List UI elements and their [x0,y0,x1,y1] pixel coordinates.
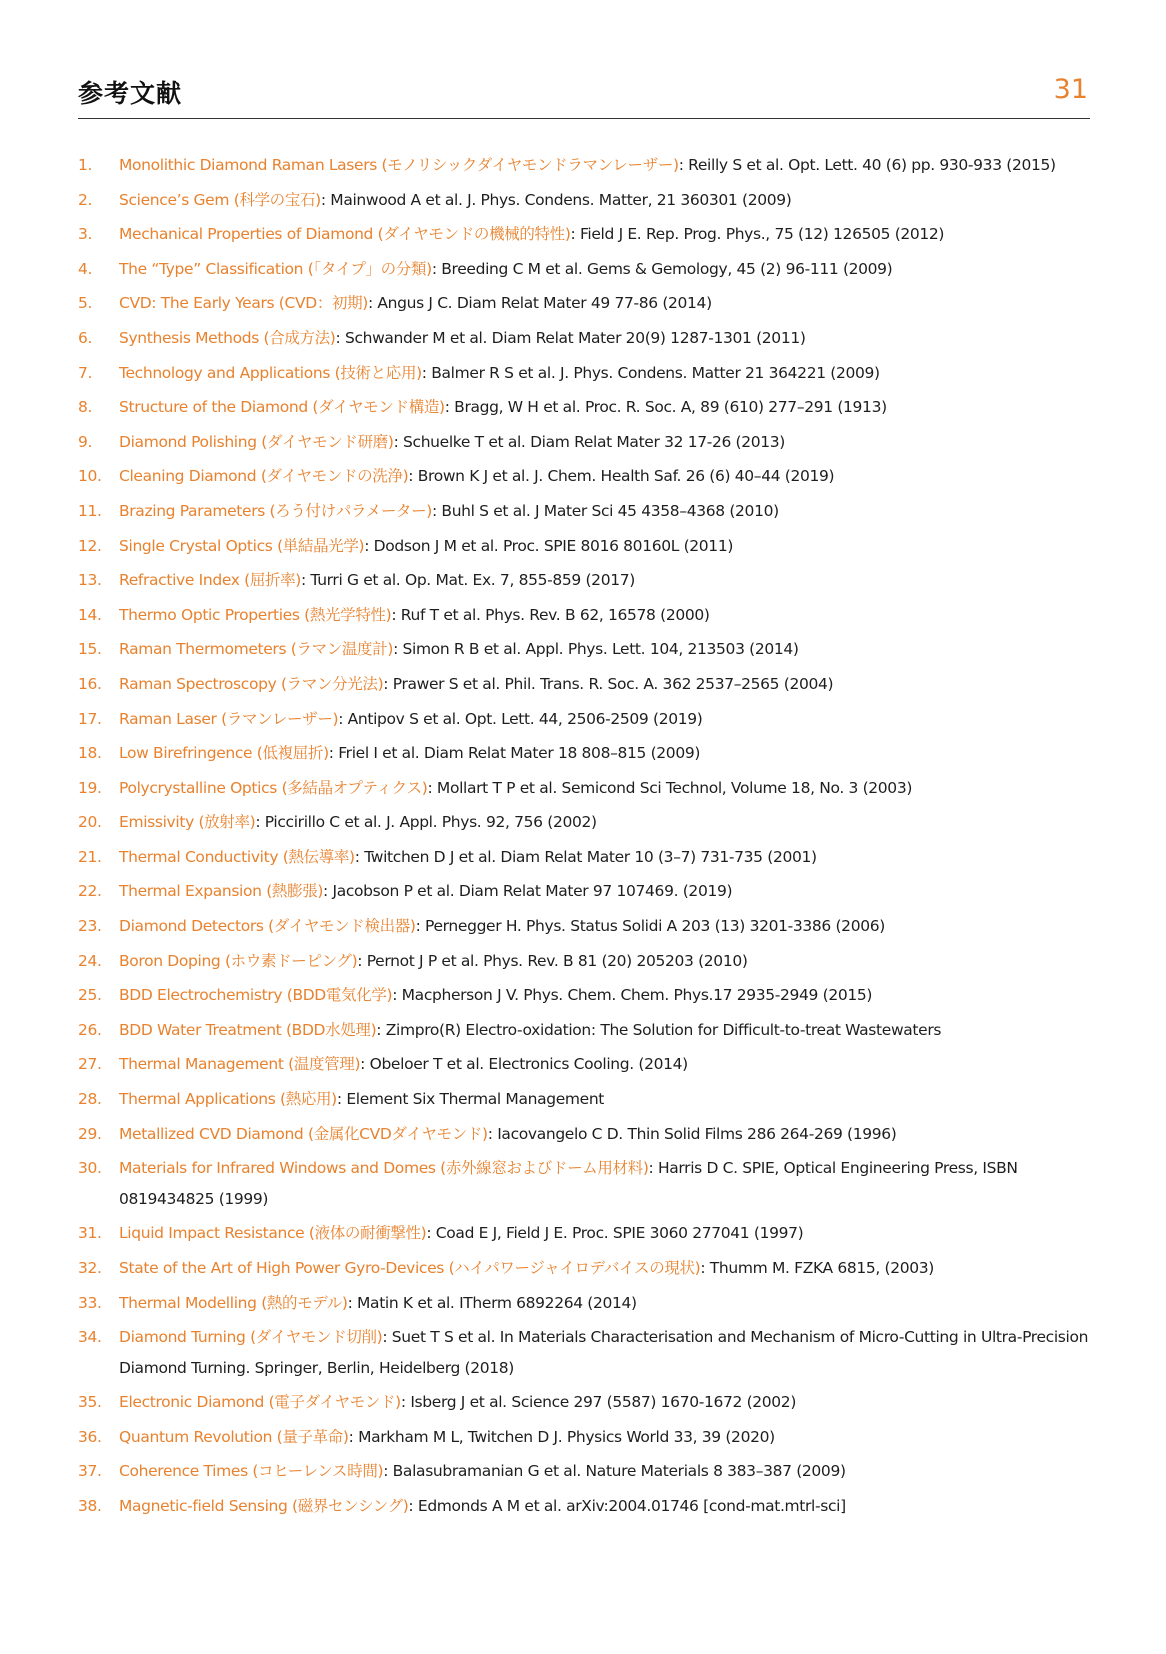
reference-topic-link[interactable]: Magnetic-field Sensing (磁界センシング) [119,1496,409,1515]
reference-citation: : Coad E J, Field J E. Proc. SPIE 3060 277041 (1997) [426,1224,804,1243]
reference-item [78,1456,1090,1487]
reference-topic-link[interactable]: Thermal Modelling (熱的モデル) [119,1293,348,1312]
reference-citation: : Obeloer T et al. Electronics Cooling. (2014) [360,1055,688,1074]
reference-citation: : Zimpro(R) Electro-oxidation: The Solution for Difficult-to-treat Wastewaters [376,1020,942,1039]
reference-topic-link[interactable]: Thermal Conductivity (熱伝導率) [119,847,355,866]
reference-item [78,1119,1090,1150]
reference-topic-link[interactable]: Diamond Polishing (ダイヤモンド研磨) [119,432,394,451]
reference-citation: : Element Six Thermal Management [336,1090,605,1109]
reference-number: 21. [78,847,102,866]
reference-citation: : Iacovangelo C D. Thin Solid Films 286 264-269 (1996) [487,1124,897,1143]
reference-citation: : Prawer S et al. Phil. Trans. R. Soc. A. 362 2537–2565 (2004) [383,674,834,693]
reference-citation: : Simon R B et al. Appl. Phys. Lett. 104, 213503 (2014) [393,640,799,659]
reference-citation: : Ruf T et al. Phys. Rev. B 62, 16578 (2000) [391,605,710,624]
reference-citation: : Reilly S et al. Opt. Lett. 40 (6) pp. 930-933 (2015) [678,156,1056,174]
reference-number: 13. [78,571,102,590]
reference-topic-link[interactable]: Cleaning Diamond (ダイヤモンドの洗浄) [119,467,409,486]
reference-item [78,323,1090,354]
reference-item [78,1084,1090,1115]
reference-topic-link[interactable]: The “Type” Classification (「タイプ」の分類) [119,259,432,278]
reference-number: 29. [78,1124,102,1143]
reference-topic-link[interactable]: Electronic Diamond (電子ダイヤモンド) [119,1393,401,1412]
reference-number: 31. [78,1224,102,1243]
reference-number: 26. [78,1020,102,1039]
reference-item [78,150,1090,181]
reference-citation: : Balmer R S et al. J. Phys. Condens. Matter 21 364221 (2009) [421,363,880,382]
reference-citation: : Suet T S et al. In Materials Characterisation and Mechanism of Micro-Cutting in Ultra-Precision Diamond Turning. Springer, Berlin, Heidelberg (2018) [119,1328,1089,1377]
reference-citation: : Schwander M et al. Diam Relat Mater 20(9) 1287-1301 (2011) [335,328,806,347]
reference-item [78,1491,1090,1522]
reference-number: 30. [78,1159,102,1178]
reference-citation: : Harris D C. SPIE, Optical Engineering Press, ISBN 0819434825 (1999) [119,1159,1018,1208]
reference-topic-link[interactable]: CVD: The Early Years (CVD：初期) [119,294,368,313]
reference-number: 12. [78,536,102,555]
reference-number: 33. [78,1293,102,1312]
reference-number: 10. [78,467,102,486]
reference-item [78,704,1090,735]
reference-topic-link[interactable]: Thermo Optic Properties (熱光学特性) [119,605,392,624]
reference-item [78,738,1090,769]
reference-item [78,358,1090,389]
reference-item [78,773,1090,804]
reference-number: 5. [78,294,93,313]
reference-topic-link[interactable]: Thermal Management (温度管理) [119,1055,361,1074]
reference-citation: : Jacobson P et al. Diam Relat Mater 97 107469. (2019) [323,882,733,901]
reference-citation: : Buhl S et al. J Mater Sci 45 4358–4368 (2010) [431,501,779,520]
reference-item [78,946,1090,977]
reference-number: 18. [78,744,102,763]
reference-item [78,876,1090,907]
reference-item [78,288,1090,319]
reference-item [78,1322,1090,1383]
reference-citation: : Dodson J M et al. Proc. SPIE 8016 80160L (2011) [364,536,734,555]
reference-topic-link[interactable]: Low Birefringence (低複屈折) [119,744,329,763]
reference-topic-link[interactable]: Refractive Index (屈折率) [119,571,301,590]
reference-item [78,1049,1090,1080]
page-number: 31 [1053,74,1088,105]
page-header [78,72,1090,119]
reference-item [78,219,1090,250]
reference-number: 15. [78,640,102,659]
reference-number: 6. [78,328,93,347]
reference-number: 32. [78,1258,102,1277]
reference-citation: : Thumm M. FZKA 6815, (2003) [700,1258,934,1277]
reference-number: 34. [78,1328,102,1347]
reference-item [78,531,1090,562]
reference-topic-link[interactable]: Coherence Times (コヒーレンス時間) [119,1462,384,1481]
reference-item [78,1015,1090,1046]
reference-number: 22. [78,882,102,901]
reference-number: 28. [78,1090,102,1109]
reference-topic-link[interactable]: State of the Art of High Power Gyro-Devices (ハイパワージャイロデバイスの現状) [119,1258,701,1277]
reference-item [78,1218,1090,1249]
reference-citation: : Angus J C. Diam Relat Mater 49 77-86 (2014) [367,294,712,313]
reference-item [78,427,1090,458]
reference-topic-link[interactable]: Polycrystalline Optics (多結晶オプティクス) [119,778,428,797]
reference-item [78,1253,1090,1284]
reference-citation: : Piccirillo C et al. J. Appl. Phys. 92, 756 (2002) [255,813,597,832]
reference-item [78,807,1090,838]
reference-topic-link[interactable]: Raman Spectroscopy (ラマン分光法) [119,674,384,693]
reference-number: 19. [78,778,102,797]
reference-item [78,669,1090,700]
reference-item [78,634,1090,665]
reference-topic-link[interactable]: Science’s Gem (科学の宝石) [119,190,321,209]
reference-item [78,842,1090,873]
reference-citation: : Mainwood A et al. J. Phys. Condens. Matter, 21 360301 (2009) [320,190,792,209]
reference-topic-link[interactable]: Synthesis Methods (合成方法) [119,328,336,347]
reference-citation: : Antipov S et al. Opt. Lett. 44, 2506-2509 (2019) [338,709,703,728]
reference-citation: : Twitchen D J et al. Diam Relat Mater 10 (3–7) 731-735 (2001) [354,847,817,866]
reference-item [78,565,1090,596]
reference-citation: : Breeding C M et al. Gems & Gemology, 45 (2) 96-111 (2009) [431,259,893,278]
reference-topic-link[interactable]: BDD Electrochemistry (BDD電気化学) [119,986,393,1005]
reference-item [78,254,1090,285]
reference-citation: : Balasubramanian G et al. Nature Materials 8 383–387 (2009) [383,1462,846,1481]
reference-number: 3. [78,225,93,244]
reference-citation: : Bragg, W H et al. Proc. R. Soc. A, 89 (610) 277–291 (1913) [444,398,887,417]
reference-topic-link[interactable]: Emissivity (放射率) [119,813,256,832]
reference-topic-link[interactable]: Raman Laser (ラマンレーザー) [119,709,339,728]
reference-topic-link[interactable]: Materials for Infrared Windows and Domes (赤外線窓およびドーム用材料) [119,1159,649,1178]
reference-item [78,600,1090,631]
reference-item [78,1288,1090,1319]
reference-topic-link[interactable]: Single Crystal Optics (単結晶光学) [119,536,365,555]
reference-citation: : Pernot J P et al. Phys. Rev. B 81 (20) 205203 (2010) [357,951,748,970]
reference-topic-link[interactable]: Structure of the Diamond (ダイヤモンド構造) [119,398,445,417]
reference-topic-link[interactable]: Mechanical Properties of Diamond (ダイヤモンドの機械的特性) [119,225,571,244]
reference-citation: : Markham M L, Twitchen D J. Physics World 33, 39 (2020) [348,1427,775,1446]
reference-number: 27. [78,1055,102,1074]
reference-item [78,1387,1090,1418]
reference-citation: : Mollart T P et al. Semicond Sci Technol, Volume 18, No. 3 (2003) [427,778,913,797]
reference-number: 14. [78,605,102,624]
reference-item [78,1422,1090,1453]
reference-item [78,461,1090,492]
reference-topic-link[interactable]: Brazing Parameters (ろう付けパラメーター) [119,501,432,520]
reference-citation: : Friel I et al. Diam Relat Mater 18 808–815 (2009) [328,744,701,763]
reference-number: 2. [78,190,93,209]
reference-item [78,911,1090,942]
reference-number: 1. [78,156,93,174]
reference-number: 16. [78,674,102,693]
reference-citation: : Matin K et al. ITherm 6892264 (2014) [347,1293,637,1312]
reference-topic-link[interactable]: BDD Water Treatment (BDD水処理) [119,1020,377,1039]
reference-citation: : Field J E. Rep. Prog. Phys., 75 (12) 126505 (2012) [570,225,945,244]
reference-item [78,392,1090,423]
reference-topic-link[interactable]: Diamond Turning (ダイヤモンド切削) [119,1328,383,1347]
reference-number: 25. [78,986,102,1005]
reference-citation: : Edmonds A M et al. arXiv:2004.01746 [cond-mat.mtrl-sci] [408,1496,846,1515]
reference-topic-link[interactable]: Metallized CVD Diamond (金属化CVDダイヤモンド) [119,1124,488,1143]
reference-topic-link[interactable]: Boron Doping (ホウ素ドーピング) [119,951,358,970]
reference-topic-link[interactable]: Technology and Applications (技術と応用) [119,363,422,382]
reference-topic-link[interactable]: Liquid Impact Resistance (液体の耐衝撃性) [119,1224,427,1243]
reference-topic-link[interactable]: Quantum Revolution (量子革命) [119,1427,349,1446]
reference-number: 17. [78,709,102,728]
reference-citation: : Turri G et al. Op. Mat. Ex. 7, 855-859 (2017) [300,571,635,590]
reference-item [78,496,1090,527]
reference-citation: : Schuelke T et al. Diam Relat Mater 32 17-26 (2013) [393,432,786,451]
reference-number: 8. [78,398,93,417]
reference-number: 37. [78,1462,102,1481]
reference-topic-link[interactable]: Thermal Expansion (熱膨張) [119,882,324,901]
reference-citation: : Pernegger H. Phys. Status Solidi A 203 (13) 3201-3386 (2006) [415,917,885,936]
reference-citation: : Isberg J et al. Science 297 (5587) 1670-1672 (2002) [400,1393,797,1412]
reference-number: 23. [78,917,102,936]
reference-number: 11. [78,501,102,520]
reference-item [78,980,1090,1011]
reference-number: 4. [78,259,93,278]
reference-citation: : Brown K J et al. J. Chem. Health Saf. 26 (6) 40–44 (2019) [408,467,835,486]
reference-number: 9. [78,432,93,451]
reference-item [78,185,1090,216]
reference-number: 24. [78,951,102,970]
reference-number: 38. [78,1496,102,1515]
reference-number: 36. [78,1427,102,1446]
reference-number: 35. [78,1393,102,1412]
reference-citation: : Macpherson J V. Phys. Chem. Chem. Phys.17 2935-2949 (2015) [392,986,873,1005]
reference-number: 7. [78,363,93,382]
reference-topic-link[interactable]: Monolithic Diamond Raman Lasers (モノリシックダイヤモンドラマンレーザー) [119,156,679,174]
reference-topic-link[interactable]: Diamond Detectors (ダイヤモンド検出器) [119,917,416,936]
reference-topic-link[interactable]: Raman Thermometers (ラマン温度計) [119,640,394,659]
reference-number: 20. [78,813,102,832]
page-title: 参考文献 [78,79,183,108]
reference-list [78,150,1090,1526]
reference-item [78,1153,1090,1214]
reference-topic-link[interactable]: Thermal Applications (熱応用) [119,1090,337,1109]
